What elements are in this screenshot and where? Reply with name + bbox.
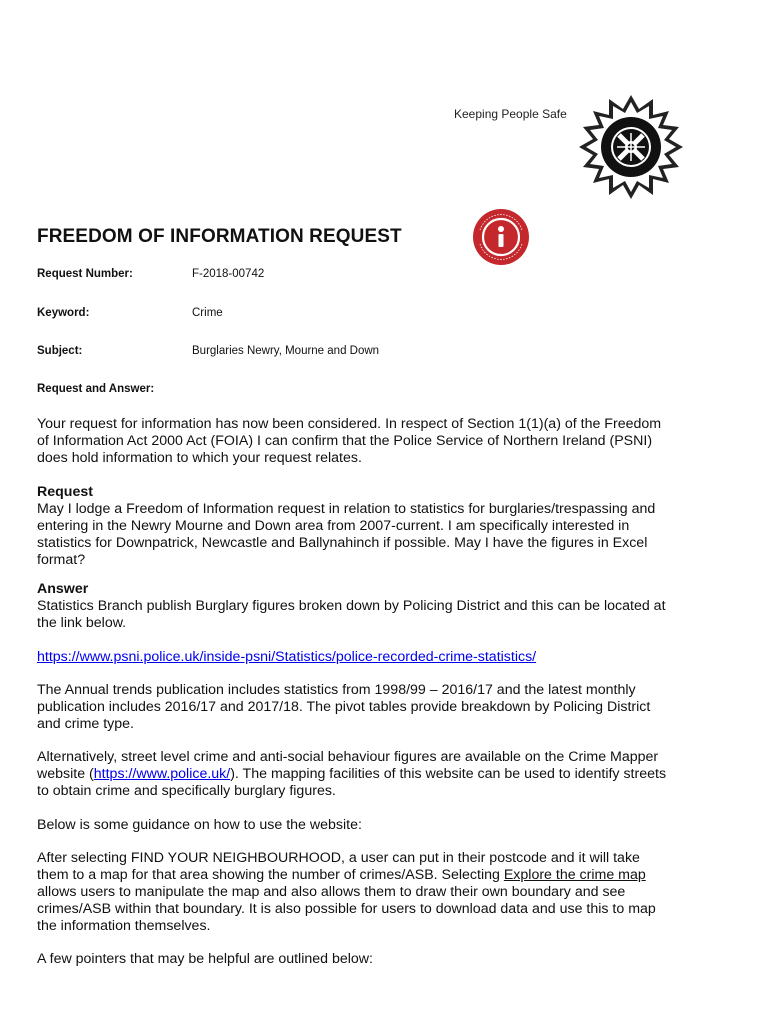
request-line: May I lodge a Freedom of Information request in relation to statistics for burglaries/trespassing and bbox=[37, 501, 656, 517]
tagline: Keeping People Safe bbox=[454, 107, 567, 121]
answer-paragraph bbox=[37, 598, 737, 632]
guidance-line: Below is some guidance on how to use the website: bbox=[37, 817, 362, 833]
neighbourhood-line: After selecting FIND YOUR NEIGHBOURHOOD, a user can put in their postcode and it will take bbox=[37, 850, 640, 866]
crime-mapper-line: to obtain crime and specifically burglary figures. bbox=[37, 783, 336, 799]
explore-crime-map-link[interactable]: Explore the crime map bbox=[503, 867, 646, 883]
website-suffix: ). The mapping facilities of this website can be used to identify streets bbox=[230, 766, 667, 782]
intro-line: Your request for information has now been considered. In respect of Section 1(1)(a) of the Freedom bbox=[37, 416, 662, 432]
website-prefix: website ( bbox=[37, 766, 94, 782]
neighbourhood-line: allows users to manipulate the map and also allows them to draw their own boundary and see bbox=[37, 884, 626, 900]
answer-line: the link below. bbox=[37, 615, 127, 631]
selecting-text: them to a map for that area showing the number of crimes/ASB. Selecting bbox=[37, 867, 504, 883]
foi-logo bbox=[472, 208, 530, 266]
guidance-paragraph bbox=[37, 817, 737, 834]
neighbourhood-line: the information themselves. bbox=[37, 918, 211, 934]
keyword-value: Crime bbox=[192, 307, 223, 319]
intro-line: does hold information to which your request relates. bbox=[37, 450, 362, 466]
pointers-paragraph bbox=[37, 951, 737, 968]
keyword-label: Keyword: bbox=[37, 307, 90, 319]
crime-mapper-line: Alternatively, street level crime and anti-social behaviour figures are available on the Crime Mapper bbox=[37, 749, 659, 765]
request-number-label: Request Number: bbox=[37, 268, 133, 280]
request-line: entering in the Newry Mourne and Down area from 2007-current. I am specifically interested in bbox=[37, 518, 630, 534]
pointers-line: A few pointers that may be helpful are outlined below: bbox=[37, 951, 373, 967]
annual-line: publication includes 2016/17 and 2017/18. The pivot tables provide breakdown by Policing District bbox=[37, 699, 651, 715]
request-heading: Request bbox=[37, 484, 93, 500]
document-title: FREEDOM OF INFORMATION REQUEST bbox=[37, 226, 402, 247]
stats-link-paragraph bbox=[37, 649, 737, 666]
neighbourhood-line bbox=[37, 867, 737, 884]
annual-line: The Annual trends publication includes statistics from 1998/99 – 2016/17 and the latest monthly bbox=[37, 682, 636, 698]
request-number-value: F-2018-00742 bbox=[192, 268, 265, 280]
crime-mapper-line bbox=[37, 766, 737, 783]
psni-crest-logo bbox=[578, 94, 684, 200]
crime-mapper-paragraph bbox=[37, 749, 737, 800]
subject-value: Burglaries Newry, Mourne and Down bbox=[192, 345, 380, 357]
answer-line: Statistics Branch publish Burglary figures broken down by Policing District and this can be located at bbox=[37, 598, 666, 614]
police-recorded-crime-statistics-link[interactable]: https://www.psni.police.uk/inside-psni/Statistics/police-recorded-crime-statistics/ bbox=[37, 649, 537, 665]
request-answer-label: Request and Answer: bbox=[37, 383, 155, 395]
annual-trends-paragraph bbox=[37, 682, 737, 733]
request-line: format? bbox=[37, 552, 86, 568]
request-paragraph bbox=[37, 501, 737, 569]
intro-line: of Information Act 2000 Act (FOIA) I can confirm that the Police Service of Northern Ireland (PSNI) bbox=[37, 433, 653, 449]
neighbourhood-line: crimes/ASB within that boundary. It is also possible for users to download data and use this to map bbox=[37, 901, 656, 917]
neighbourhood-paragraph bbox=[37, 850, 737, 935]
intro-paragraph bbox=[37, 416, 737, 467]
subject-label: Subject: bbox=[37, 345, 83, 357]
annual-line: and crime type. bbox=[37, 716, 134, 732]
answer-heading: Answer bbox=[37, 581, 89, 597]
police-uk-link[interactable]: https://www.police.uk/ bbox=[93, 766, 231, 782]
request-line: statistics for Downpatrick, Newcastle and Ballynahinch if possible. May I have the figures in Excel bbox=[37, 535, 648, 551]
